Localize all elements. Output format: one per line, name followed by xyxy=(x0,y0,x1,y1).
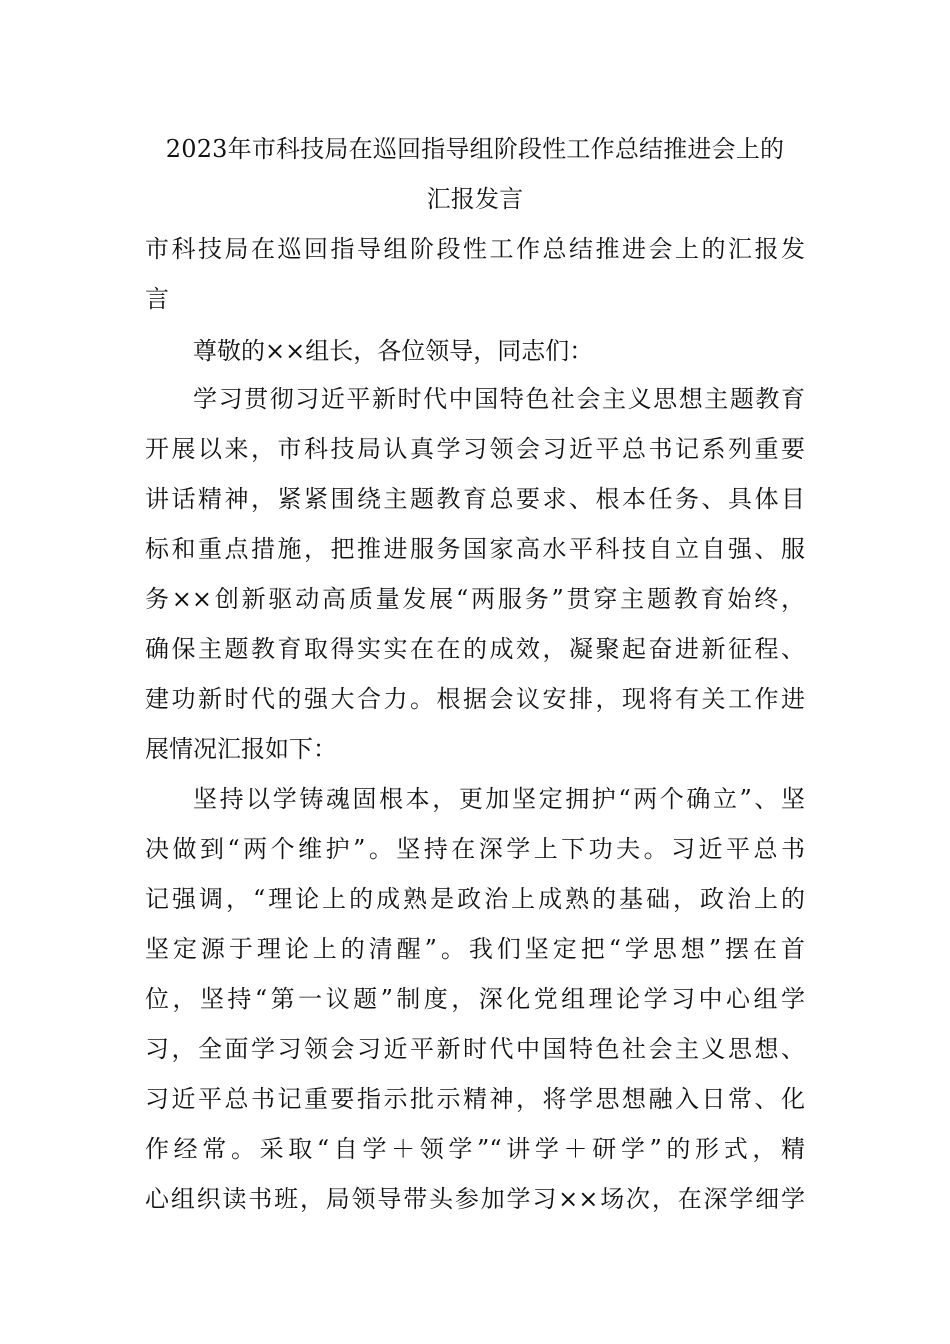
paragraph-2-line: 心组织读书班，局领导带头参加学习××场次，在深学细学 xyxy=(145,1185,805,1213)
salutation: 尊敬的××组长，各位领导，同志们： xyxy=(193,337,594,365)
paragraph-1-line: 务××创新驱动高质量发展“两服务”贯穿主题教育始终， xyxy=(145,585,805,613)
paragraph-2-line: 习，全面学习领会习近平新时代中国特色社会主义思想、 xyxy=(145,1035,805,1063)
paragraph-1-line: 建功新时代的强大合力。根据会议安排，现将有关工作进 xyxy=(145,685,805,713)
paragraph-1-line: 学习贯彻习近平新时代中国特色社会主义思想主题教育 xyxy=(193,385,805,413)
paragraph-2-line: 坚定源于理论上的清醒”。我们坚定把“学思想”摆在首 xyxy=(145,935,805,963)
paragraph-1-line: 确保主题教育取得实实在在的成效，凝聚起奋进新征程、 xyxy=(145,635,805,663)
paragraph-2-line: 位，坚持“第一议题”制度，深化党组理论学习中心组学 xyxy=(145,985,805,1013)
paragraph-1-line: 标和重点措施，把推进服务国家高水平科技自立自强、服 xyxy=(145,535,805,563)
paragraph-2-line: 记强调，“理论上的成熟是政治上成熟的基础，政治上的 xyxy=(145,885,805,913)
document-title-line-1: 2023年市科技局在巡回指导组阶段性工作总结推进会上的 xyxy=(165,135,785,163)
paragraph-2-line: 坚持以学铸魂固根本，更加坚定拥护“两个确立”、坚 xyxy=(193,785,805,813)
paragraph-2-line: 作经常。采取“自学＋领学”“讲学＋研学”的形式，精 xyxy=(145,1135,805,1163)
paragraph-2-line: 决做到“两个维护”。坚持在深学上下功夫。习近平总书 xyxy=(145,835,805,863)
subtitle-line-2: 言 xyxy=(145,285,169,313)
subtitle-line-1: 市科技局在巡回指导组阶段性工作总结推进会上的汇报发 xyxy=(145,235,805,263)
document-title-line-2: 汇报发言 xyxy=(426,185,524,213)
paragraph-1-line: 开展以来，市科技局认真学习领会习近平总书记系列重要 xyxy=(145,435,805,463)
paragraph-2-line: 习近平总书记重要指示批示精神，将学思想融入日常、化 xyxy=(145,1085,805,1113)
paragraph-1-line: 讲话精神，紧紧围绕主题教育总要求、根本任务、具体目 xyxy=(145,485,805,513)
paragraph-1-line: 展情况汇报如下： xyxy=(145,735,337,763)
